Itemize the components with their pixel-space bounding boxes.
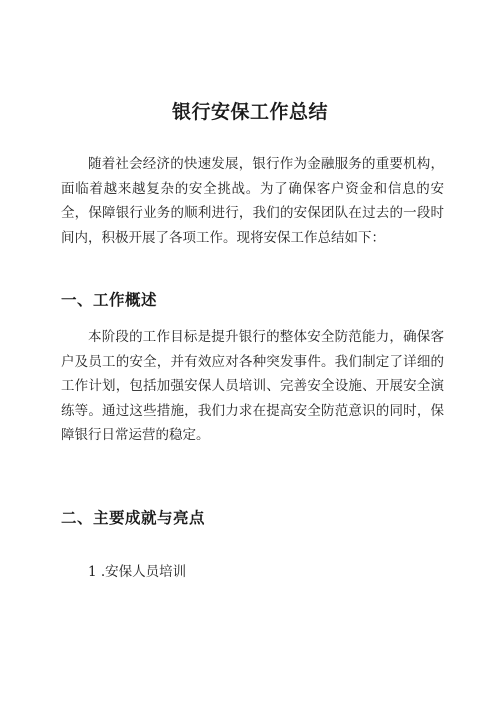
document-title: 银行安保工作总结 — [171, 101, 328, 123]
intro-paragraph: 随着社会经济的快速发展，银行作为金融服务的重要机构，面临着越来越复杂的安全挑战。为了确保客户资金和信息的安全，保障银行业务的顺利进行，我们的安保团队在过去的一段时间内，积极开展了各项工作。现将安保工作总结如下： — [61, 156, 444, 246]
overview-paragraph: 本阶段的工作目标是提升银行的整体安全防范能力，确保客户及员工的安全，并有效应对各种突发事件。我们制定了详细的工作计划，包括加强安保人员培训、完善安全设施、开展安全演练等。通过这些措施，我们力求在提高安全防范意识的同时，保障银行日常运营的稳定。 — [61, 329, 444, 443]
section-heading-achievements: 二、主要成就与亮点 — [61, 509, 206, 527]
section-heading-overview: 一、工作概述 — [61, 291, 158, 309]
list-item-training: 1 .安保人员培训 — [88, 564, 187, 580]
